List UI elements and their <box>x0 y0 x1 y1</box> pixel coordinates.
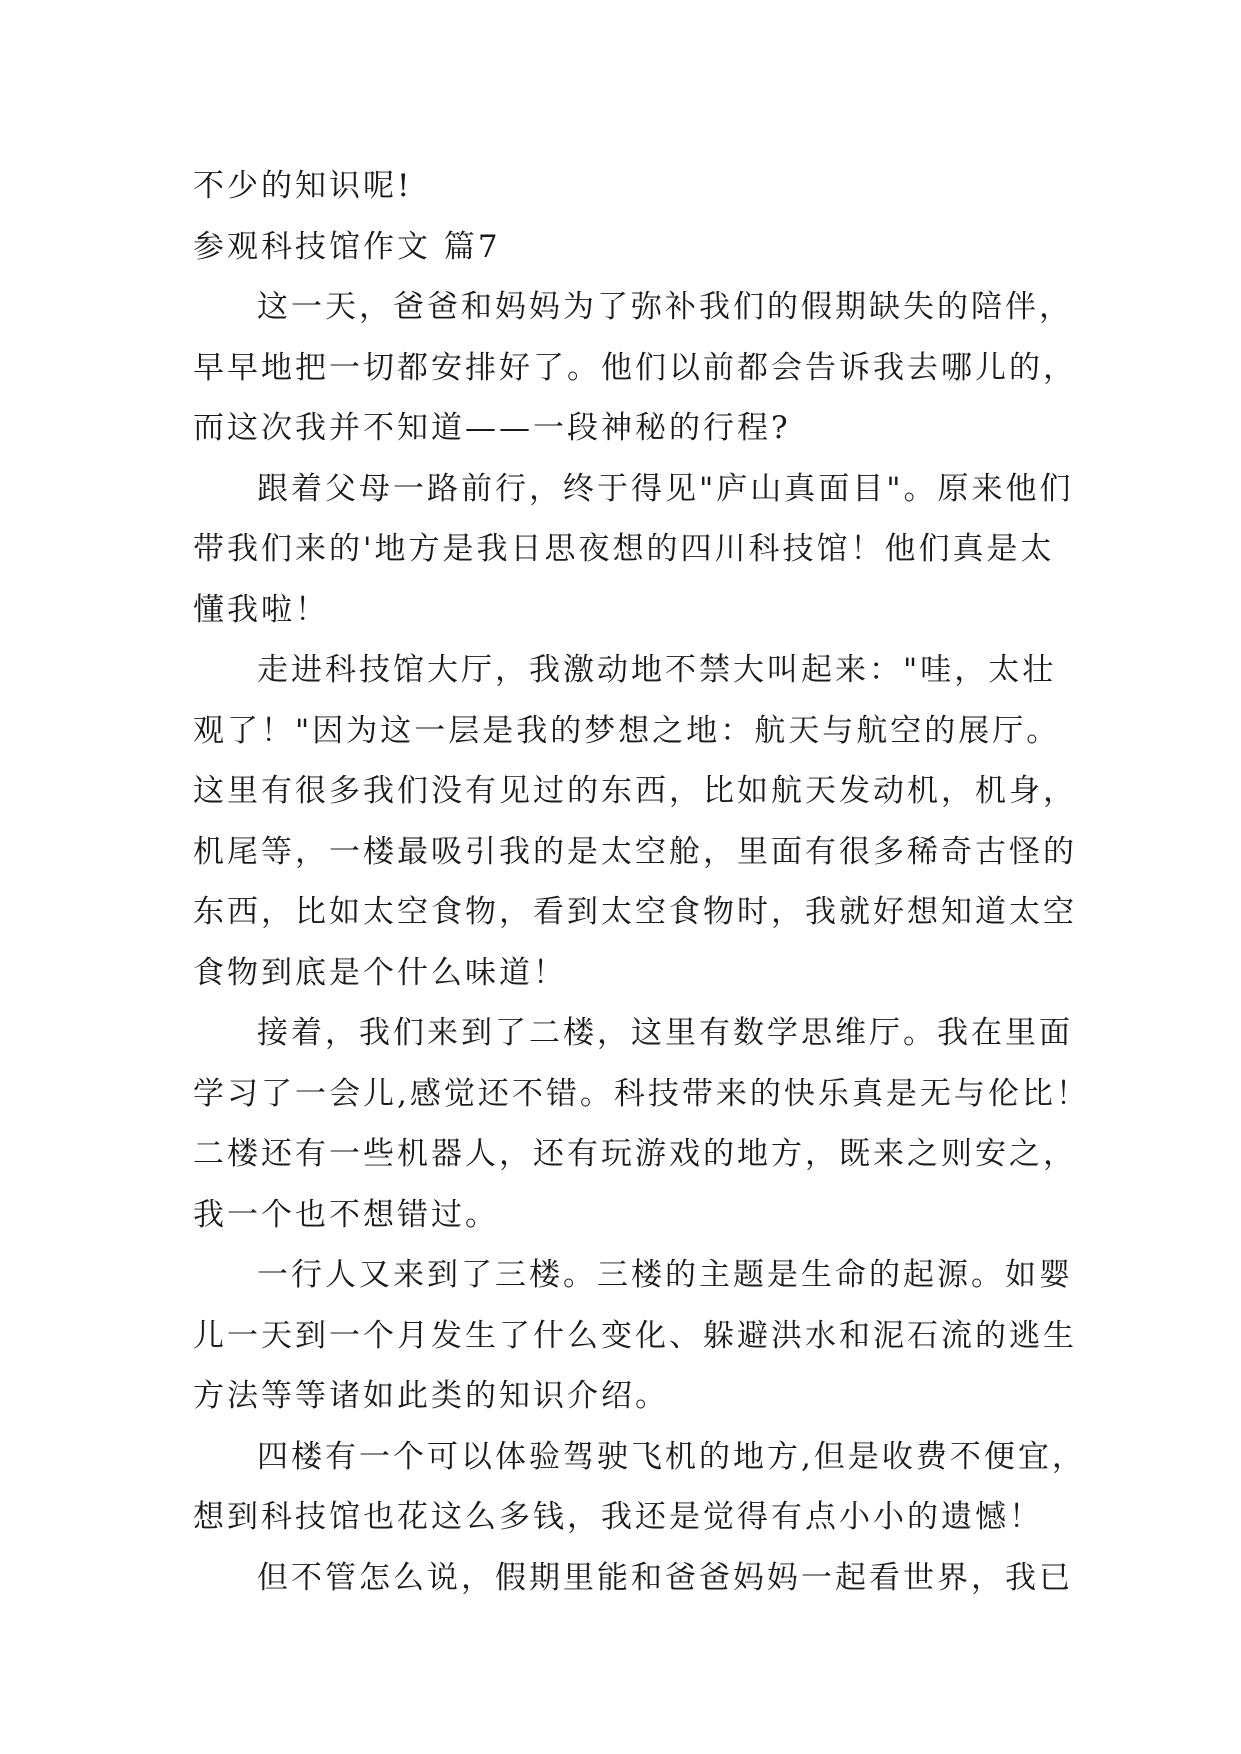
text-line: 走进科技馆大厅，我激动地不禁大叫起来："哇，太壮 <box>257 652 1057 688</box>
text-line: 这里有很多我们没有见过的东西，比如航天发动机，机身， <box>193 773 1077 809</box>
text-line: 观了！"因为这一层是我的梦想之地：航天与航空的展厅。 <box>193 712 1061 749</box>
text-line: 方法等等诸如此类的知识介绍。 <box>193 1378 669 1414</box>
text-line: 东西，比如太空食物，看到太空食物时，我就好想知道太空 <box>193 894 1077 930</box>
text-line: 二楼还有一些机器人，还有玩游戏的地方，既来之则安之， <box>193 1136 1077 1172</box>
text-line: 接着，我们来到了二楼，这里有数学思维厅。我在里面 <box>257 1015 1073 1051</box>
text-line: 不少的知识呢! <box>193 168 413 204</box>
text-line: 一行人又来到了三楼。三楼的主题是生命的起源。如婴 <box>257 1257 1073 1293</box>
text-line: 早早地把一切都安排好了。他们以前都会告诉我去哪儿的， <box>193 349 1077 386</box>
text-line: 我一个也不想错过。 <box>193 1196 499 1233</box>
text-line: 机尾等，一楼最吸引我的是太空舱，里面有很多稀奇古怪的 <box>193 833 1077 870</box>
text-line: 懂我啦！ <box>193 591 329 628</box>
text-line: 跟着父母一路前行，终于得见"庐山真面目"。原来他们 <box>257 470 1074 507</box>
section-heading: 参观科技馆作文 篇7 <box>193 228 501 265</box>
text-line: 带我们来的'地方是我日思夜想的四川科技馆！他们真是太 <box>193 531 1055 567</box>
text-line: 而这次我并不知道——一段神秘的行程? <box>193 410 791 446</box>
text-line: 食物到底是个什么味道！ <box>193 954 567 991</box>
text-line: 儿一天到一个月发生了什么变化、躲避洪水和泥石流的逃生 <box>193 1317 1077 1354</box>
text-line: 但不管怎么说，假期里能和爸爸妈妈一起看世界，我已 <box>257 1559 1073 1596</box>
text-line: 四楼有一个可以体验驾驶飞机的地方,但是收费不便宜， <box>257 1438 1086 1475</box>
text-line: 这一天，爸爸和妈妈为了弥补我们的假期缺失的陪伴， <box>257 289 1073 325</box>
text-line: 学习了一会儿,感觉还不错。科技带来的快乐真是无与伦比！ <box>193 1075 1090 1112</box>
text-line: 想到科技馆也花这么多钱，我还是觉得有点小小的遗憾！ <box>193 1499 1043 1535</box>
document-body <box>193 156 1090 1608</box>
